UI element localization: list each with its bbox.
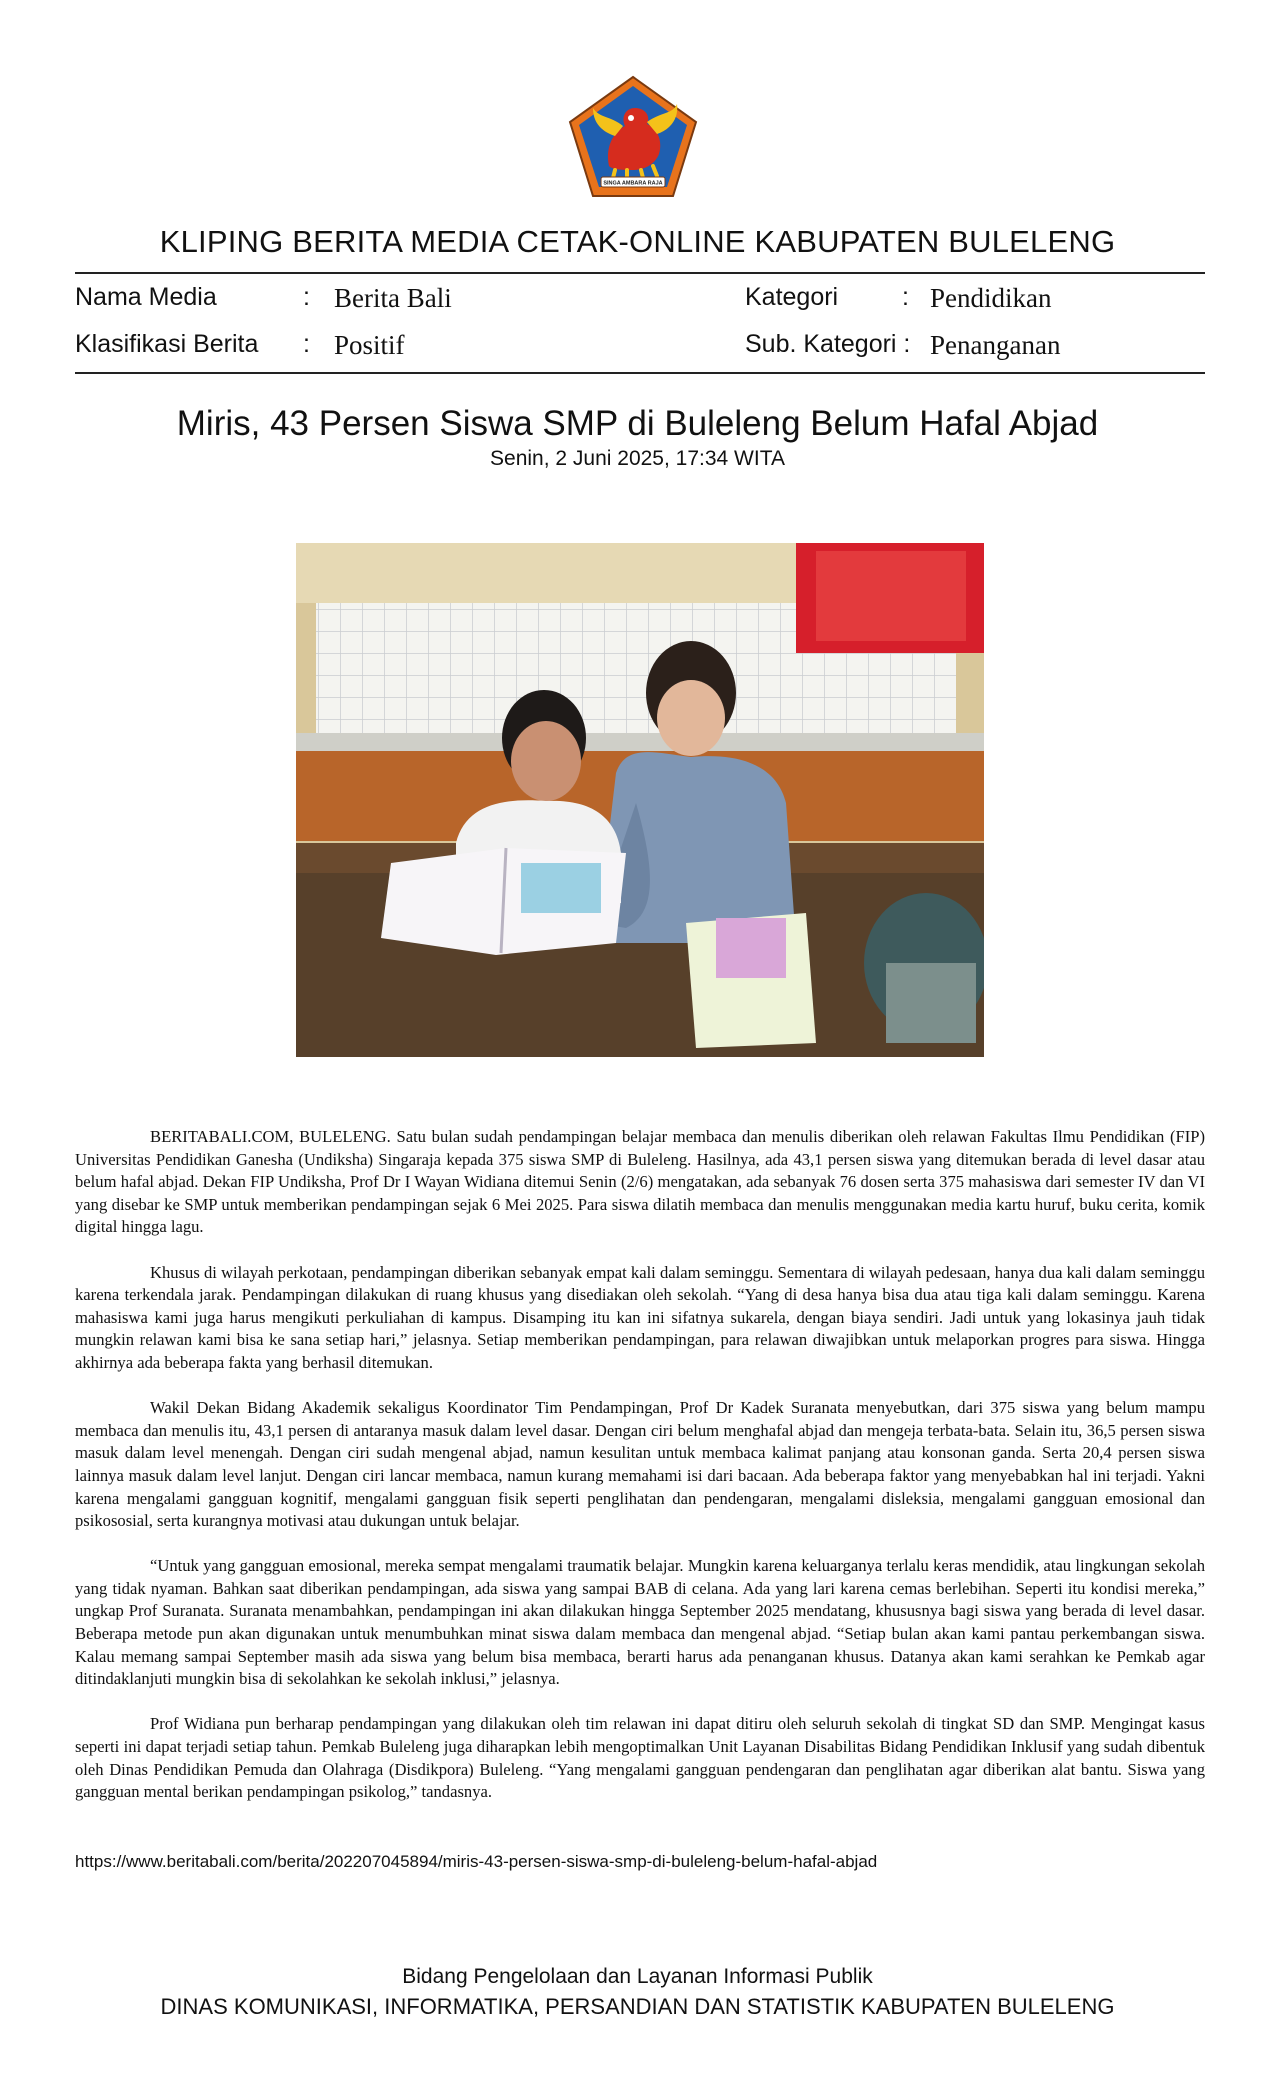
kategori-label: Kategori	[745, 283, 839, 311]
student-reading-with-tutor-photo	[296, 543, 984, 1057]
crest-motto: SINGA AMBARA RAJA	[603, 180, 663, 187]
article-paragraph: “Untuk yang gangguan emosional, mereka sempat mengalami traumatik belajar. Mungkin karena keluarganya terlalu keras mendidik, atau lingkungan sekolah yang tidak nyaman. Bahkan saat diberikan pendampingan, ada siswa yang sampai BAB di celana. Ada yang lari karena cemas berlebihan. Seperti itu kondisi mereka,” ungkap Prof Suranata. Suranata menambahkan, pendampingan ini akan dilakukan hingga September 2025 mendatang, khususnya bagi siswa yang berada di level dasar. Beberapa metode pun akan digunakan untuk menumbuhkan minat siswa dalam membaca dan mengenal abjad. “Setiap bulan akan kami pantau perkembangan siswa. Kalau memang sampai September masih ada siswa yang belum bisa membaca, berarti harus ada penanganan khusus. Datanya akan kami serahkan ke Pemkab agar ditindaklanjuti mungkin bisa di sekolahkan ke sekolah inklusi,” jelasnya.	[75, 1556, 1205, 1689]
article-title: Miris, 43 Persen Siswa SMP di Buleleng Belum Hafal Abjad	[176, 404, 1099, 443]
article-paragraph: Khusus di wilayah perkotaan, pendampingan diberikan sebanyak empat kali dalam seminggu. Sementara di wilayah pedesaan, hanya dua kali dalam seminggu karena terkendala jarak. Pendampingan dilakukan di ruang khusus yang disediakan oleh sekolah. “Yang di desa hanya bisa dua atau tiga kali dalam seminggu. Karena mahasiswa kami juga harus mengikuti perkuliahan di kampus. Disamping itu kan ini sifatnya sukarela, dengan biaya sendiri. Jadi untuk yang lokasinya jauh tidak mungkin relawan kami bisa ke sana setiap hari,” jelasnya. Setiap memberikan pendampingan, para relawan diwajibkan untuk melaporkan progres para siswa. Hingga akhirnya ada beberapa fakta yang berhasil ditemukan.	[75, 1262, 1205, 1372]
source-link[interactable]: https://www.beritabali.com/berita/202207045894/miris-43-persen-siswa-smp-di-buleleng-belum-hafal-abjad	[75, 1852, 878, 1871]
header-divider-top	[75, 272, 1205, 274]
header-divider-bottom	[75, 372, 1205, 374]
footer-department: Bidang Pengelolaan dan Layanan Informasi Publik	[402, 1965, 873, 1988]
klasifikasi-value: Positif	[334, 330, 405, 360]
clipping-header-title: KLIPING BERITA MEDIA CETAK-ONLINE KABUPATEN BULELENG	[159, 224, 1116, 259]
klasifikasi-colon: :	[303, 330, 310, 358]
footer-agency: DINAS KOMUNIKASI, INFORMATIKA, PERSANDIAN DAN STATISTIK KABUPATEN BULELENG	[160, 1994, 1115, 2019]
sub-kategori-label: Sub. Kategori :	[745, 330, 911, 358]
kategori-value: Pendidikan	[930, 283, 1052, 313]
article-paragraph: BERITABALI.COM, BULELENG. Satu bulan sudah pendampingan belajar membaca dan menulis diberikan oleh relawan Fakultas Ilmu Pendidikan (FIP) Universitas Pendidikan Ganesha (Undiksha) Singaraja kepada 375 siswa SMP di Buleleng. Hasilnya, ada 43,1 persen siswa yang ditemukan berada di level dasar atau belum hafal abjad. Dekan FIP Undiksha, Prof Dr I Wayan Widiana ditemui Senin (2/6) mengatakan, ada sebanyak 76 dosen serta 375 mahasiswa dari semester IV dan VI yang disebar ke SMP untuk memberikan pendampingan sejak 6 Mei 2025. Para siswa dilatih membaca dan menulis menggunakan media kartu huruf, buku cerita, komik digital hingga lagu.	[75, 1127, 1205, 1237]
kategori-colon: :	[902, 283, 909, 311]
buleleng-crest-icon	[565, 74, 701, 200]
article-date: Senin, 2 Juni 2025, 17:34 WITA	[490, 447, 785, 470]
nama-media-label: Nama Media	[75, 283, 217, 311]
article-paragraph: Prof Widiana pun berharap pendampingan yang dilakukan oleh tim relawan ini dapat ditiru oleh seluruh sekolah di tingkat SD dan SMP. Mengingat kasus seperti ini dapat terjadi setiap tahun. Pemkab Buleleng juga diharapkan lebih mengoptimalkan Unit Layanan Disabilitas Bidang Pendidikan Inklusif yang sudah dibentuk oleh Dinas Pendidikan Pemuda dan Olahraga (Disdikpora) Buleleng. “Yang mengalami gangguan pendengaran dan penglihatan agar diberikan alat bantu. Siswa yang gangguan mental berikan pendampingan psikolog,” tandasnya.	[75, 1714, 1205, 1802]
article-body	[75, 1126, 1205, 1826]
klasifikasi-label: Klasifikasi Berita	[75, 330, 259, 358]
nama-media-value: Berita Bali	[334, 283, 452, 313]
sub-kategori-value: Penanganan	[930, 330, 1061, 360]
nama-media-colon: :	[303, 283, 310, 311]
article-paragraph: Wakil Dekan Bidang Akademik sekaligus Koordinator Tim Pendampingan, Prof Dr Kadek Suranata menyebutkan, dari 375 siswa yang belum mampu membaca dan menulis itu, 43,1 persen di antaranya masuk dalam level dasar. Dengan ciri belum menghafal abjad dan mengeja terbata-bata. Selain itu, 36,5 persen siswa masuk dalam level menengah. Dengan ciri sudah mengenal abjad, namun kesulitan untuk membaca kalimat panjang atau konsonan ganda. Serta 20,4 persen siswa lainnya masuk dalam level lanjut. Dengan ciri lancar membaca, namun kurang memahami isi dari bacaan. Ada beberapa faktor yang menyebabkan hal ini terjadi. Yakni karena mengalami gangguan kognitif, mengalami gangguan fisik seperti penglihatan dan pendengaran, mengalami disleksia, mengalami gangguan emosional dan psikososial, serta kurangnya motivasi atau dukungan untuk belajar.	[75, 1398, 1205, 1531]
